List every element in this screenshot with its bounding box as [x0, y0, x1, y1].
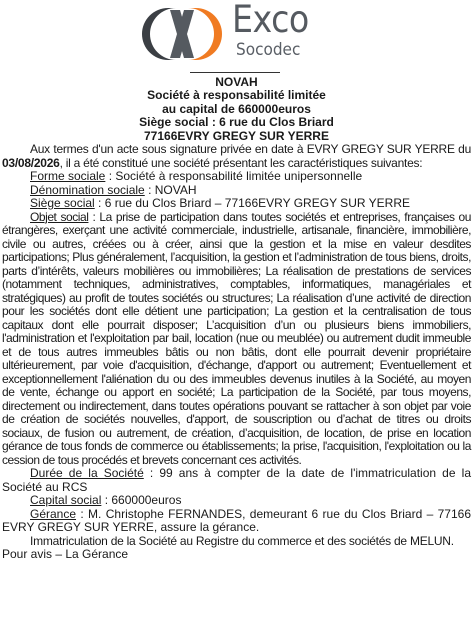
company-seat: Siège social : 6 rue du Clos Briard [139, 115, 334, 130]
gerance-label: Gérance [30, 506, 77, 521]
denomination-label: Dénomination sociale [30, 182, 145, 197]
logo-wordmark: Exco [232, 0, 309, 41]
exco-socodec-logo [140, 2, 340, 66]
company-city: 77166EVRY GREGY SUR YERRE [144, 128, 329, 143]
forme-sociale-label: Forme sociale [30, 169, 106, 183]
intro-paragraph [2, 143, 471, 170]
intro-text: Aux termes d'un acte sous signature privée en date à EVRY GREGY SUR YERRE du [30, 142, 471, 156]
siege-social-value: : 6 rue du Clos Briard – 77166EVRY GREGY SUR YERRE [94, 196, 410, 210]
exco-logo-mark-icon [140, 2, 230, 66]
capital-social-value: : 660000euros [101, 493, 182, 507]
objet-social-paragraph [2, 211, 471, 468]
objet-social-value: : La prise de participation dans toutes sociétés et entreprises, françaises ou étrangères, exerçant une activité commerciale, industrielle, artisanale, financière, immobilière, civile ou autres, créées ou à créer, ainsi que la gestion et la mise en valeur desdites participations; Plus généralement, l’acquisition, la gestion et l’administration de tous biens, droits, parts d’intérêts, valeurs mobilières ou immobilières; La réalisation de prestations de services (notamment techniques, administratives, comptables, informatiques, managériales et stratégiques) au profit de toutes sociétés ou structures; La réalisation d’une activité de direction pour les sociétés dont elle détient une participation; La gestion et la centralisation de tous capitaux dont elle pourrait disposer; L’acquisition d’un ou plusieurs biens immobiliers, l'administration et l'exploitation par bail, location (nue ou meublée) ou autrement dudit immeuble et de tous autres immeubles bâtis ou non bâtis, dont elle pourrait devenir propriétaire ultérieurement, par voie d'acquisition, d'échange, d'apport ou autrement; Eventuellement et exceptionnellement l'aliénation du ou des immeubles devenus inutiles à la Société, au moyen de vente, échange ou apport en société; La participation de la Société, par tous moyens, directement ou indirectement, dans toutes opérations pouvant se rattacher à son objet par voie de création de sociétés nouvelles, d'apport, de souscription ou d’achat de titres ou droits sociaux, de fusion ou autrement, de création, d’acquisition, de location, de prise en location gérance de tous fonds de commerce ou établissements; la prise, l'acquisition, l'exploitation ou la cession de tous procédés et brevets concernant ces activités. [2, 209, 471, 467]
header-divider [190, 72, 280, 73]
closing-line: Pour avis – La Gérance [2, 547, 129, 561]
company-name: NOVAH [215, 75, 258, 89]
logo-tagline: Socodec [236, 40, 301, 60]
forme-sociale-value: : Société à responsabilité limitée unipersonnelle [105, 169, 363, 183]
immatriculation-paragraph: Immatriculation de la Société au Registre du commerce et des sociétés de MELUN. [30, 533, 454, 548]
denomination-paragraph [2, 184, 471, 198]
capital-social-label: Capital social [30, 493, 102, 507]
duree-label: Durée de la Société [30, 466, 144, 480]
gerance-paragraph [2, 508, 471, 535]
intro-text-end: , il a été constitué une société présentant les caractéristiques suivantes: [59, 155, 423, 170]
forme-sociale-paragraph [2, 170, 471, 184]
gerance-value: : M. Christophe FERNANDES, demeurant 6 rue du Clos Briard – 77166 EVRY GREGY SUR YERRE, assure la gérance. [2, 506, 471, 534]
company-form: Société à responsabilité limitée [147, 88, 326, 103]
denomination-value: : NOVAH [144, 182, 197, 197]
notice-header [0, 76, 473, 143]
company-capital: au capital de 660000euros [162, 101, 311, 116]
capital-social-paragraph [2, 494, 471, 508]
notice-body [2, 143, 471, 562]
intro-date: 03/08/2026 [2, 155, 60, 170]
siege-social-label: Siège social [30, 196, 95, 210]
duree-paragraph [2, 467, 471, 494]
siege-social-paragraph [2, 197, 471, 211]
duree-value: : 99 ans à compter de la date de l'immatriculation de la Société au RCS [2, 466, 471, 494]
objet-social-label: Objet social [30, 209, 89, 224]
